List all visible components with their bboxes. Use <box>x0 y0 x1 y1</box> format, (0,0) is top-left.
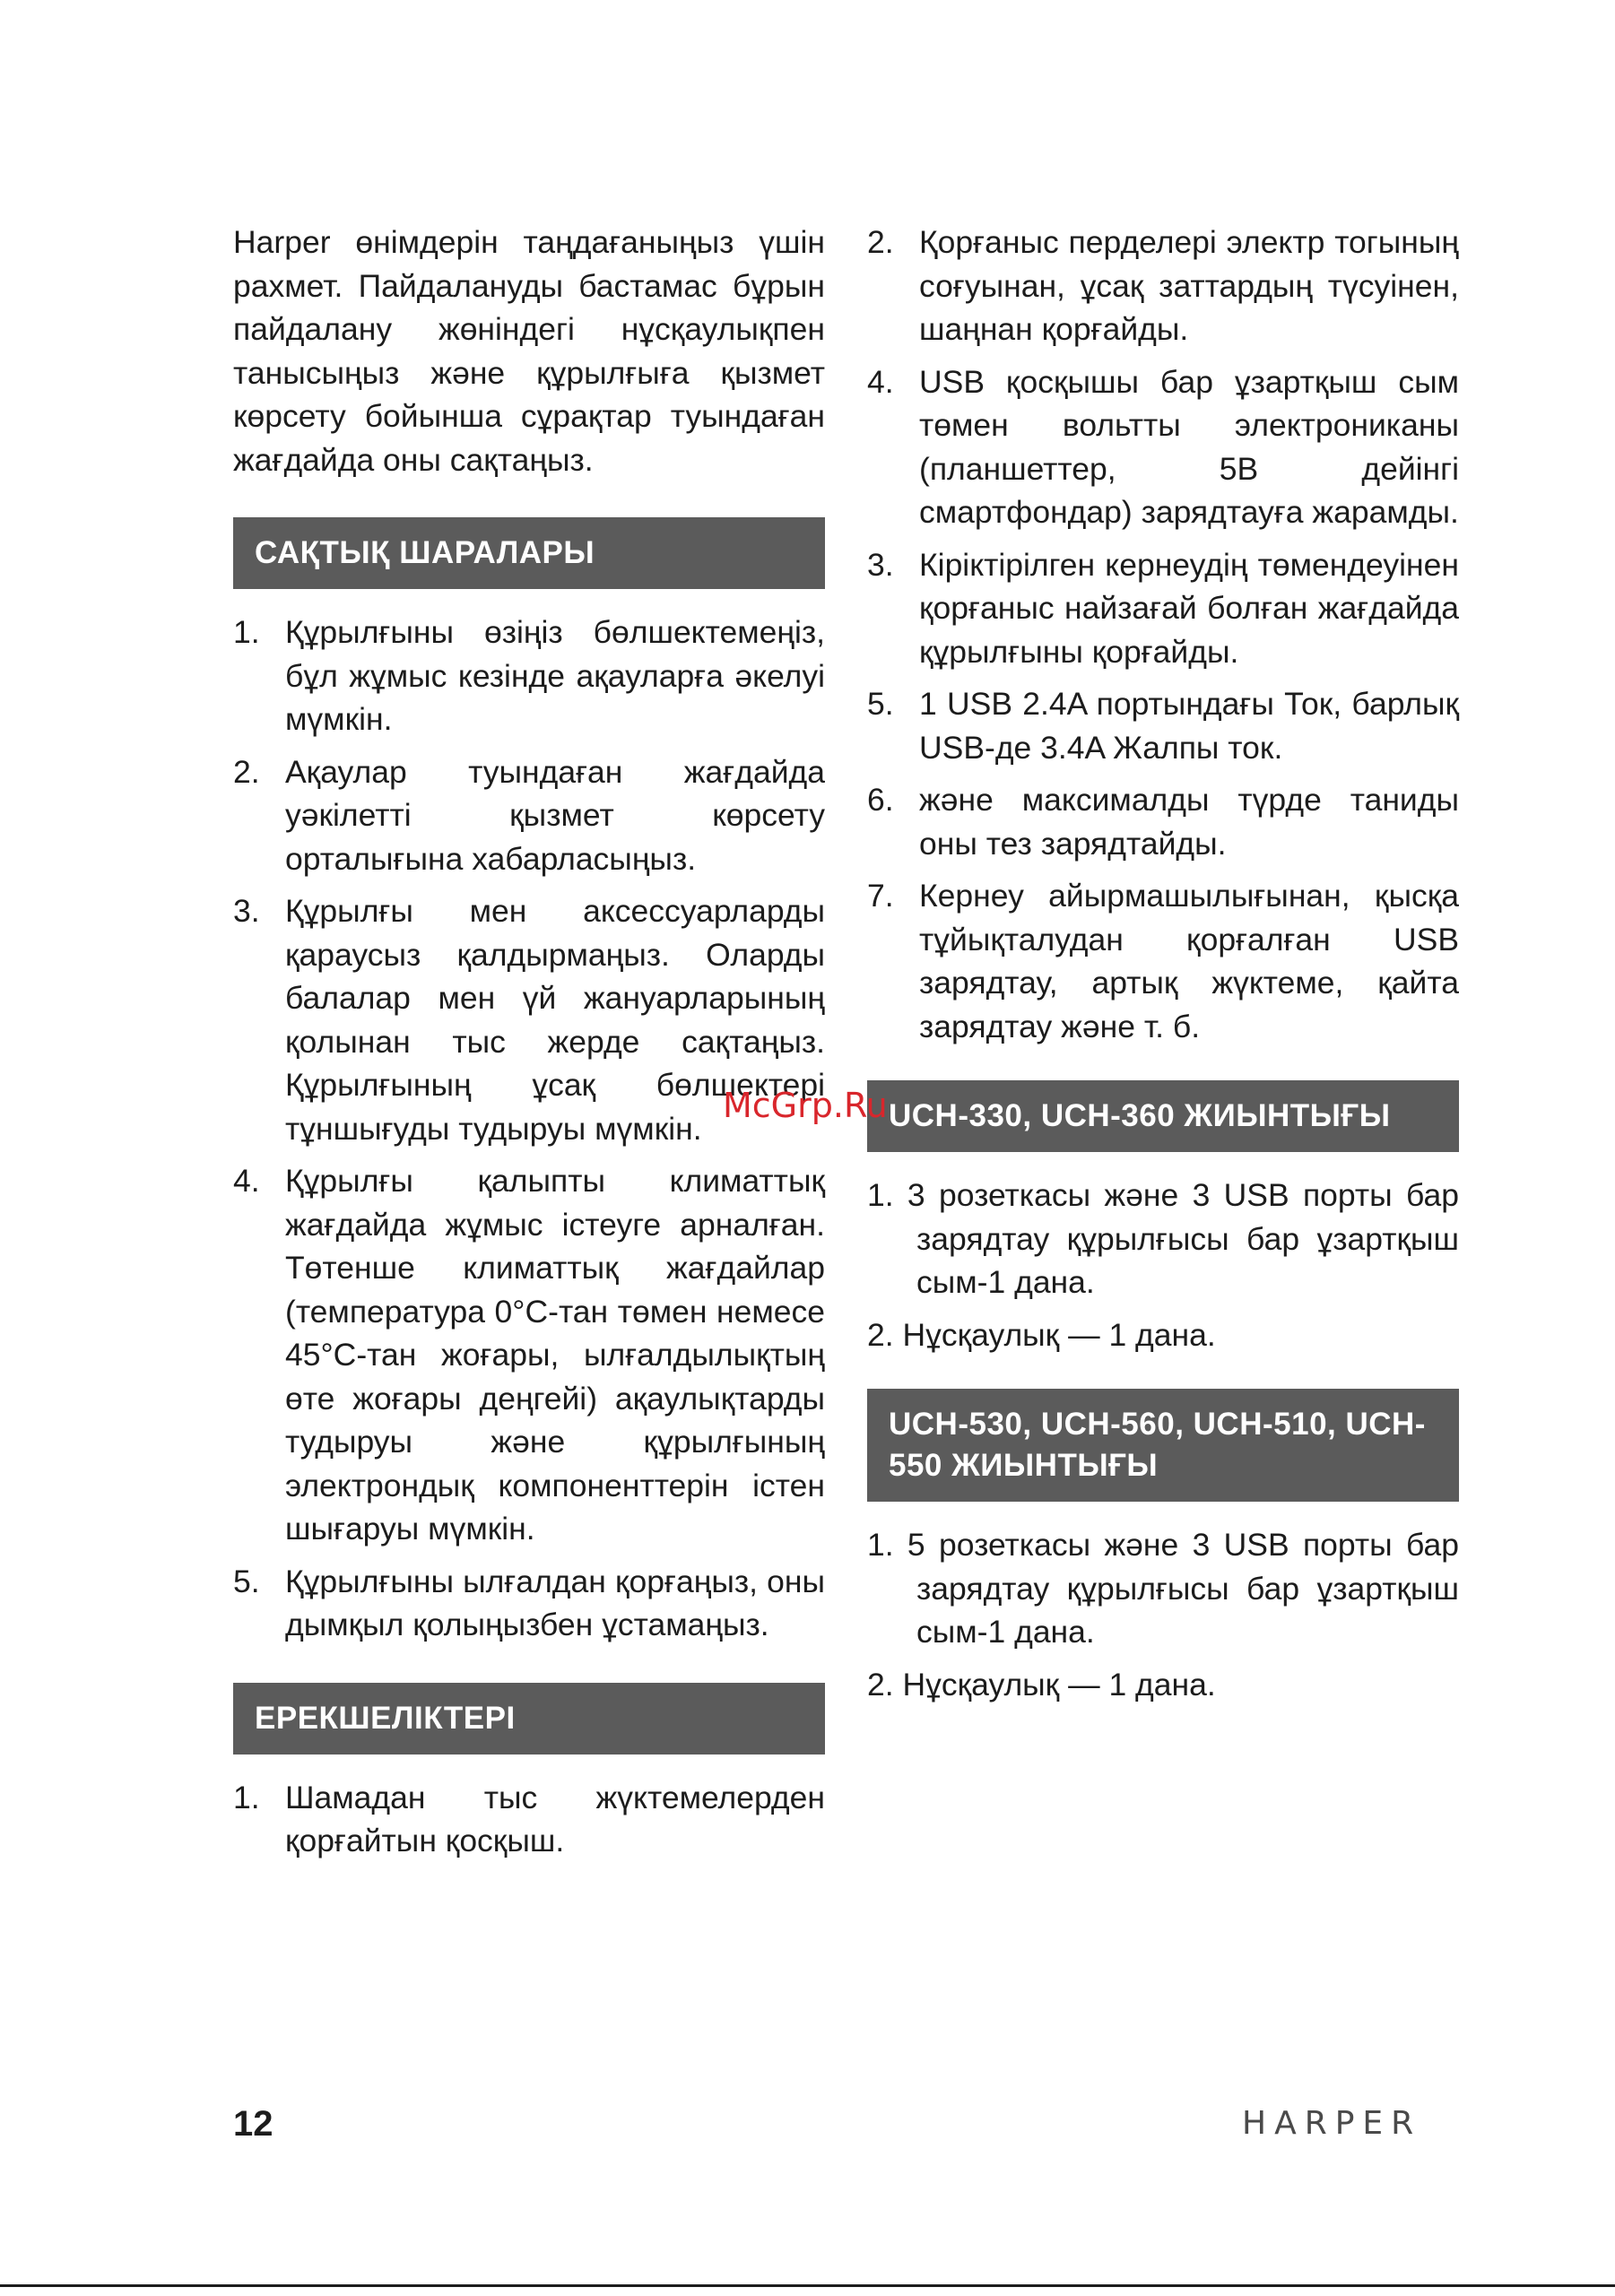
item-number: 3. <box>233 893 260 929</box>
list-item <box>867 360 1459 534</box>
item-number: 1. <box>233 1779 260 1815</box>
left-column <box>233 221 825 1872</box>
item-text: Кернеу айырмашылығынан, қысқа тұйықталудан қорғалған USB зарядтау, артық жүктеме, қайта зарядтау және т. б. <box>919 878 1459 1044</box>
watermark: McGrp.Ru <box>723 1086 888 1125</box>
list-item <box>233 1776 825 1863</box>
features-list-right <box>867 221 1459 1048</box>
item-number: 6. <box>867 782 894 818</box>
list-item <box>867 874 1459 1048</box>
item-number: 2. <box>233 753 260 790</box>
item-number: 5. <box>867 686 894 722</box>
kit-330-360-heading: UCH-330, UCH-360 ЖИЫНТЫҒЫ <box>867 1080 1459 1152</box>
list-item: 2. Нұсқаулық — 1 дана. <box>867 1666 1216 1703</box>
intro-paragraph: Harper өнімдерін таңдағаныңыз үшін рахмет. Пайдалануды бастамас бұрын пайдалану жөніндегі нұсқаулықпен танысыңыз және құрылғыға қызмет көрсету бойынша сұрақтар туындаған жағдайда оны сақтаңыз. <box>233 224 825 478</box>
item-text: Құрылғы қалыпты климаттық жағдайда жұмыс істеуге арналған. Төтенше климаттық жағдайлар (температура 0°C-тан төмен немесе 45°C-тан жоғары, ылғалдылықтың өте жоғары деңгейі) ақаулықтарды тудыруы және құрылғының электрондық компоненттерін істен шығаруы мүмкін. <box>285 1163 825 1547</box>
item-text: Құрылғыны ылғалдан қорғаңыз, оны дымқыл қолыңызбен ұстамаңыз. <box>285 1563 825 1642</box>
brand-text: HARPER <box>1242 2105 1422 2139</box>
safety-list <box>233 611 825 1647</box>
page-number: 12 <box>233 2104 274 2144</box>
right-column <box>867 221 1459 1715</box>
list-item: 1. 5 розеткасы және 3 USB порты бар зарядтау құрылғысы бар ұзартқыш сым-1 дана. <box>867 1527 1459 1650</box>
list-item: 1. 3 розеткасы және 3 USB порты бар зарядтау құрылғысы бар ұзартқыш сым-1 дана. <box>867 1177 1459 1300</box>
item-number: 2. <box>867 224 894 260</box>
item-number: 1. <box>233 614 260 650</box>
safety-heading: САҚТЫҚ ШАРАЛАРЫ <box>233 517 825 589</box>
harper-logo <box>1242 2103 1457 2139</box>
list-item <box>867 682 1459 769</box>
list-item <box>867 543 1459 674</box>
item-text: Кірiктiрiлген кернеудiң төмендеуiнен қорғаныс найзағай болған жағдайда құрылғыны қорғайды. <box>919 546 1459 670</box>
item-text: USB қосқышы бар ұзартқыш сым төмен вольтты электрониканы (планшеттер, 5В дейінгі смартфондар) зарядтауға жарамды. <box>919 363 1459 530</box>
features-heading: ЕРЕКШЕЛІКТЕРІ <box>233 1683 825 1754</box>
list-item <box>233 1159 825 1551</box>
list-item <box>233 611 825 741</box>
list-item <box>867 778 1459 865</box>
item-number: 7. <box>867 878 894 914</box>
item-text: Қорғаныс перделері электр тогының соғуынан, ұсақ заттардың түсуінен, шаңнан қорғайды. <box>919 224 1459 347</box>
item-text: 1 USB 2.4A портындағы Ток, барлық USB-де 3.4A Жалпы ток. <box>919 686 1459 766</box>
item-number: 4. <box>233 1163 260 1199</box>
kit-530-560-510-550-heading: UCH-530, UCH-560, UCH-510, UCH-550 ЖИЫНТЫҒЫ <box>867 1389 1459 1502</box>
item-text: Шамадан тыс жүктемелерден қорғайтын қосқыш. <box>285 1779 825 1858</box>
item-number: 3. <box>867 546 894 583</box>
item-text: Құрылғыны өзіңіз бөлшектемеңіз, бұл жұмыс кезінде ақауларға әкелуі мүмкін. <box>285 614 825 737</box>
list-item <box>233 750 825 881</box>
item-text: Құрылғы мен аксессуарларды қараусыз қалдырмаңыз. Оларды балалар мен үй жануарларының қолынан тыс жерде сақтаңыз. Құрылғының ұсақ бөлшектері тұншығуды тудыруы мүмкін. <box>285 893 825 1147</box>
list-item <box>867 221 1459 351</box>
kit-530-560-510-550-list <box>867 1523 1459 1706</box>
item-text: Ақаулар туындаған жағдайда уәкілетті қызмет көрсету орталығына хабарласыңыз. <box>285 753 825 877</box>
features-list-left <box>233 1776 825 1863</box>
page-bottom-rule <box>0 2284 1615 2287</box>
list-item: 2. Нұсқаулық — 1 дана. <box>867 1316 1216 1353</box>
list-item <box>233 1560 825 1647</box>
item-text: және максималды түрде таниды оны тез зарядтайды. <box>919 782 1459 862</box>
kit-330-360-list <box>867 1174 1459 1356</box>
item-number: 4. <box>867 363 894 400</box>
item-number: 5. <box>233 1563 260 1599</box>
